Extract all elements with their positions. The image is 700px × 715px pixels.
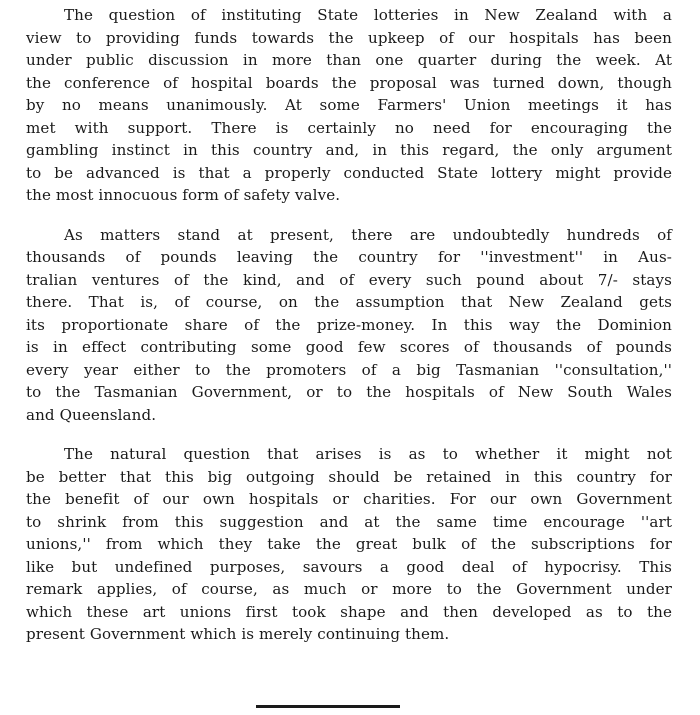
- text-line: The natural question that arises is as to whether it might not: [64, 445, 672, 463]
- text-line: As matters stand at present, there are undoubtedly hundreds of: [64, 225, 672, 244]
- article-body: [26, 4, 672, 663]
- text-line: and Queensland.: [26, 405, 157, 424]
- text-line: view to providing funds towards the upkeep of our hospitals has been: [26, 28, 672, 47]
- text-line: present Government which is merely continuing them.: [26, 625, 450, 643]
- text-line: to the Tasmanian Government, or to the hospitals of New South Wales: [26, 383, 672, 401]
- text-line: The question of instituting State lotteries in New Zealand with a: [64, 6, 672, 24]
- text-line: by no means unanimously. At some Farmers' Union meetings it has: [26, 96, 672, 114]
- text-line: to shrink from this suggestion and at the same time encourage ''art: [26, 512, 672, 531]
- text-line: gambling instinct in this country and, in this regard, the only argument: [26, 141, 672, 159]
- text-line: its proportionate share of the prize-money. In this way the Dominion: [26, 315, 672, 334]
- text-line: is in effect contributing some good few scores of thousands of pounds: [26, 338, 672, 356]
- text-line: met with support. There is certainly no need for encouraging the: [26, 118, 672, 137]
- text-line: like but undefined purposes, savours a good deal of hypocrisy. This: [26, 557, 672, 576]
- text-line: which these art unions first took shape and then developed as to the: [26, 602, 672, 621]
- text-line: remark applies, of course, as much or more to the Government under: [26, 580, 672, 598]
- text-line: the conference of hospital boards the proposal was turned down, though: [26, 73, 672, 92]
- text-line: the benefit of our own hospitals or charities. For our own Government: [26, 490, 672, 508]
- text-line: there. That is, of course, on the assumption that New Zealand gets: [26, 293, 672, 311]
- text-line: tralian ventures of the kind, and of every such pound about 7/- stays: [26, 270, 672, 289]
- text-line: unions,'' from which they take the great bulk of the subscriptions for: [26, 535, 672, 553]
- text-line: to be advanced is that a properly conducted State lottery might provide: [26, 163, 672, 182]
- text-line: every year either to the promoters of a big Tasmanian ''consultation,'': [26, 360, 672, 379]
- text-line: the most innocuous form of safety valve.: [26, 186, 341, 204]
- paragraph-3: [26, 443, 672, 646]
- paragraph-1: [26, 4, 672, 207]
- text-line: be better that this big outgoing should be retained in this country for: [26, 467, 672, 486]
- section-divider-rule: [256, 705, 400, 708]
- text-line: under public discussion in more than one quarter during the week. At: [26, 51, 672, 69]
- paragraph-2: [26, 224, 672, 427]
- text-line: thousands of pounds leaving the country for ''investment'' in Aus-: [26, 248, 672, 266]
